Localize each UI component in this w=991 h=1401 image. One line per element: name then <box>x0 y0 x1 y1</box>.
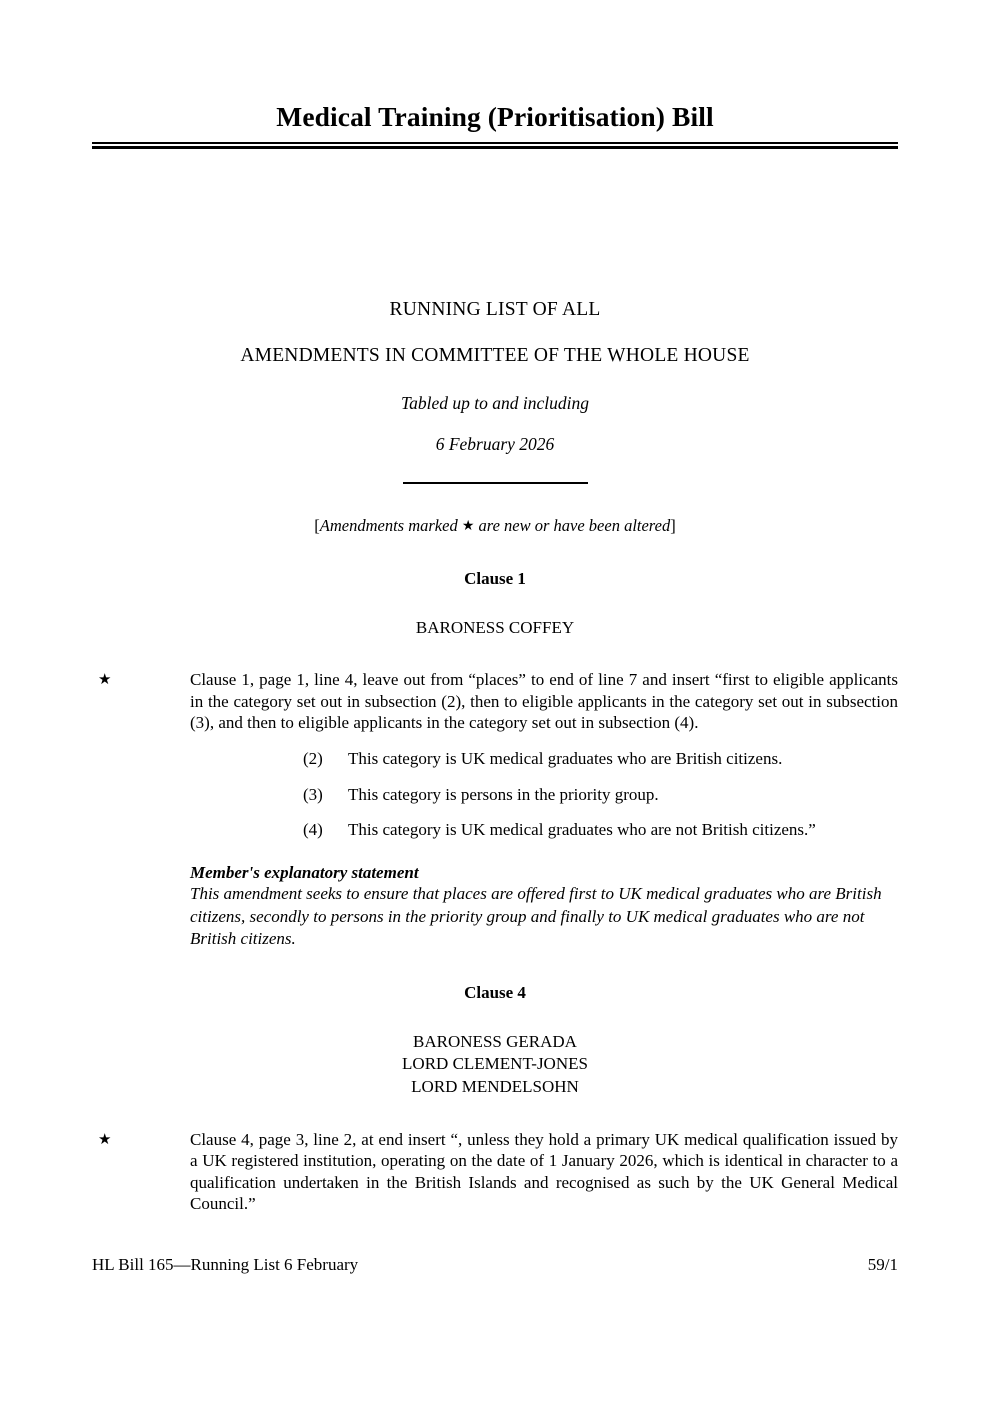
subitem-number: (3) <box>303 784 323 804</box>
explanatory-statement-heading: Member's explanatory statement <box>190 862 419 882</box>
subitem-number: (4) <box>303 820 323 840</box>
page-title: Medical Training (Prioritisation) Bill <box>276 101 714 132</box>
footer-bill-reference: HL Bill 165—Running List 6 February <box>92 1255 359 1274</box>
subitem-number: (2) <box>303 749 323 769</box>
subitem-text: This category is UK medical graduates who are not British citizens.” <box>348 820 816 840</box>
amendment-section-clause-1 <box>92 570 898 951</box>
star-icon: ★ <box>98 672 112 689</box>
list-item <box>190 748 898 770</box>
amendment-text: Clause 4, page 3, line 2, at end insert “, unless they hold a primary UK medical qualification issued by a UK registered institution, operating on the date of 1 January 2026, which is identical in character to a qualification undertaken in the British Islands and recognised as such by the UK General Medical Council.” <box>190 1129 898 1214</box>
header-divider-rule <box>403 482 588 484</box>
amendment-section-clause-4 <box>92 984 898 1215</box>
amendment-item <box>92 1129 898 1215</box>
section-spacer <box>92 951 898 984</box>
amendment-subitems <box>190 748 898 841</box>
note-text-before-star: Amendments marked <box>319 515 462 535</box>
amendments-body <box>92 570 898 1215</box>
tabled-date: 6 February 2026 <box>435 433 555 454</box>
note-text-after-star: are new or have been altered <box>474 515 671 535</box>
amendment-item <box>92 669 898 840</box>
note-bracket-close: ] <box>670 515 676 535</box>
list-item <box>190 784 898 806</box>
clause-heading: Clause 4 <box>464 982 526 1002</box>
explanatory-statement <box>190 863 898 951</box>
page-footer <box>92 1255 898 1275</box>
explanatory-statement-body: This amendment seeks to ensure that places are offered first to UK medical graduates who are British citizens, secondly to persons in the priority group and finally to UK medical graduates who are not British citizens. <box>190 884 882 949</box>
rule-thick <box>92 146 898 150</box>
sponsor-list <box>92 1031 898 1099</box>
sponsor-name: BARONESS COFFEY <box>415 617 575 637</box>
title-block <box>92 100 898 149</box>
running-list-line-1: RUNNING LIST OF ALL <box>389 299 601 320</box>
subitem-text: This category is persons in the priority group. <box>348 784 659 804</box>
footer-page-number: 59/1 <box>867 1255 898 1274</box>
clause-heading: Clause 1 <box>464 569 526 588</box>
subitem-text: This category is UK medical graduates who are British citizens. <box>348 749 783 769</box>
amendment-text: Clause 1, page 1, line 4, leave out from “places” to end of line 7 and insert “first to eligible applicants in the category set out in subsection (2), then to eligible applicants in the category set out in subsection (3), and then to eligible applicants in the category set out in subsection (4). <box>190 670 898 733</box>
list-item <box>190 819 898 841</box>
star-icon: ★ <box>461 518 475 534</box>
amendments-marked-note <box>92 517 898 535</box>
sponsor-name: LORD MENDELSOHN <box>411 1076 579 1096</box>
title-double-rule <box>92 142 898 149</box>
sponsor-name: BARONESS GERADA <box>413 1031 577 1051</box>
sponsor-name: LORD CLEMENT-JONES <box>402 1054 588 1074</box>
header-block <box>92 300 898 535</box>
note-bracket-open: [ <box>314 515 320 535</box>
star-icon: ★ <box>98 1131 112 1148</box>
running-list-line-2: AMENDMENTS IN COMMITTEE OF THE WHOLE HOUSE <box>240 344 750 366</box>
sponsor-list <box>92 617 898 640</box>
tabled-label: Tabled up to and including <box>401 393 589 413</box>
